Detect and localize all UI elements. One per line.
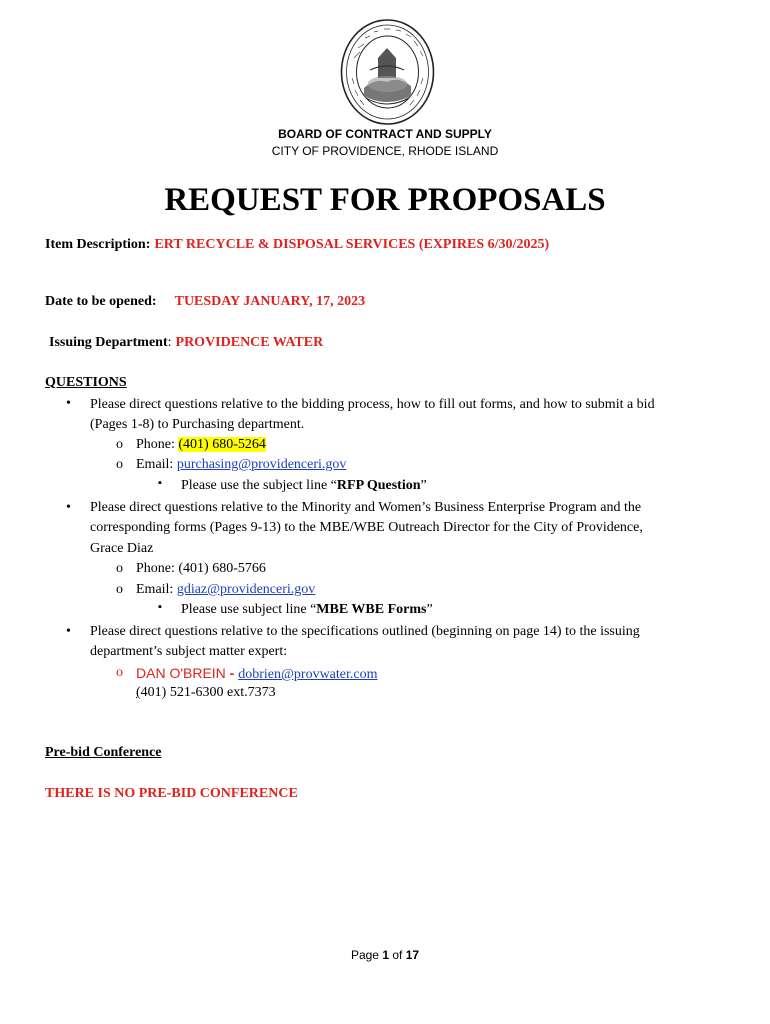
q2-email-row: Email: gdiaz@providenceri.gov (136, 582, 316, 597)
q2-subject-row: Please use subject line “MBE WBE Forms” (181, 602, 433, 617)
prebid-notice: THERE IS NO PRE-BID CONFERENCE (45, 786, 298, 801)
q2-line3: Grace Diaz (90, 541, 154, 556)
q2-line1: Please direct questions relative to the Minority and Women’s Business Enterprise Program and the (90, 500, 642, 515)
q2-subject-marker: ▪ (158, 601, 162, 613)
page-number: Page 1 of 17 (350, 948, 420, 962)
q3-email-link[interactable]: dobrien@provwater.com (238, 667, 378, 682)
q1-line1: Please direct questions relative to the bidding process, how to fill out forms, and how to submit a bid (90, 397, 655, 412)
date-value: TUESDAY JANUARY, 17, 2023 (174, 294, 366, 309)
q2-email-link[interactable]: gdiaz@providenceri.gov (176, 582, 316, 597)
date-label: Date to be opened: (45, 294, 157, 309)
q1-phone-row: Phone: (401) 680-5264 (136, 437, 266, 452)
q3-contact-marker: o (116, 665, 123, 680)
q2-phone-row: Phone: (401) 680-5766 (136, 561, 266, 576)
item-description-label: Item Description: (45, 237, 151, 252)
q3-phone-number: 401) 521-6300 ext.7373 (140, 685, 276, 700)
q3-contact-name: DAN O'BREIN (136, 665, 226, 681)
total-pages: 17 (405, 948, 420, 962)
q1-subject-marker: ▪ (158, 477, 162, 489)
questions-heading: QUESTIONS (45, 375, 127, 390)
department-label: Issuing Department (49, 335, 168, 350)
item-description-value: ERT RECYCLE & DISPOSAL SERVICES (EXPIRES 6/30/2025) (154, 237, 550, 252)
q2-line2: corresponding forms (Pages 9-13) to the MBE/WBE Outreach Director for the City of Providence, (90, 520, 643, 535)
city-subheading: CITY OF PROVIDENCE, RHODE ISLAND (271, 144, 499, 158)
q1-phone-number: (401) 680-5264 (178, 437, 266, 452)
q3-line1: Please direct questions relative to the specifications outlined (beginning on page 14) to the issuing (90, 624, 640, 639)
q1-email-marker: o (116, 457, 123, 472)
department-row: Issuing Department: PROVIDENCE WATER (49, 335, 324, 350)
q1-subject-row: Please use the subject line “RFP Question” (181, 478, 427, 493)
current-page: 1 (382, 948, 389, 962)
q3-phone-row: (401) 521-6300 ext.7373 (136, 685, 276, 700)
item-description-row (45, 235, 549, 253)
q3-contact-row: DAN O'BREIN - dobrien@provwater.com (136, 665, 378, 682)
city-seal-logo (340, 18, 435, 126)
q1-email-link[interactable]: purchasing@providenceri.gov (176, 457, 347, 472)
bullet-1-marker: • (66, 396, 71, 411)
q3-line2: department’s subject matter expert: (90, 644, 288, 659)
bullet-2-marker: • (66, 500, 71, 515)
q1-email-row: Email: purchasing@providenceri.gov (136, 457, 347, 472)
q1-phone-marker: o (116, 437, 123, 452)
page-title: REQUEST FOR PROPOSALS (164, 182, 606, 218)
date-row (45, 292, 365, 310)
q1-subject-text: RFP Question (336, 478, 421, 493)
q2-phone-marker: o (116, 561, 123, 576)
org-heading: BOARD OF CONTRACT AND SUPPLY (278, 127, 492, 141)
prebid-heading: Pre-bid Conference (45, 745, 162, 760)
department-value: PROVIDENCE WATER (175, 335, 324, 350)
q1-line2: (Pages 1-8) to Purchasing department. (90, 417, 305, 432)
q2-subject-text: MBE WBE Forms (316, 602, 427, 617)
bullet-3-marker: • (66, 624, 71, 639)
q2-email-marker: o (116, 582, 123, 597)
